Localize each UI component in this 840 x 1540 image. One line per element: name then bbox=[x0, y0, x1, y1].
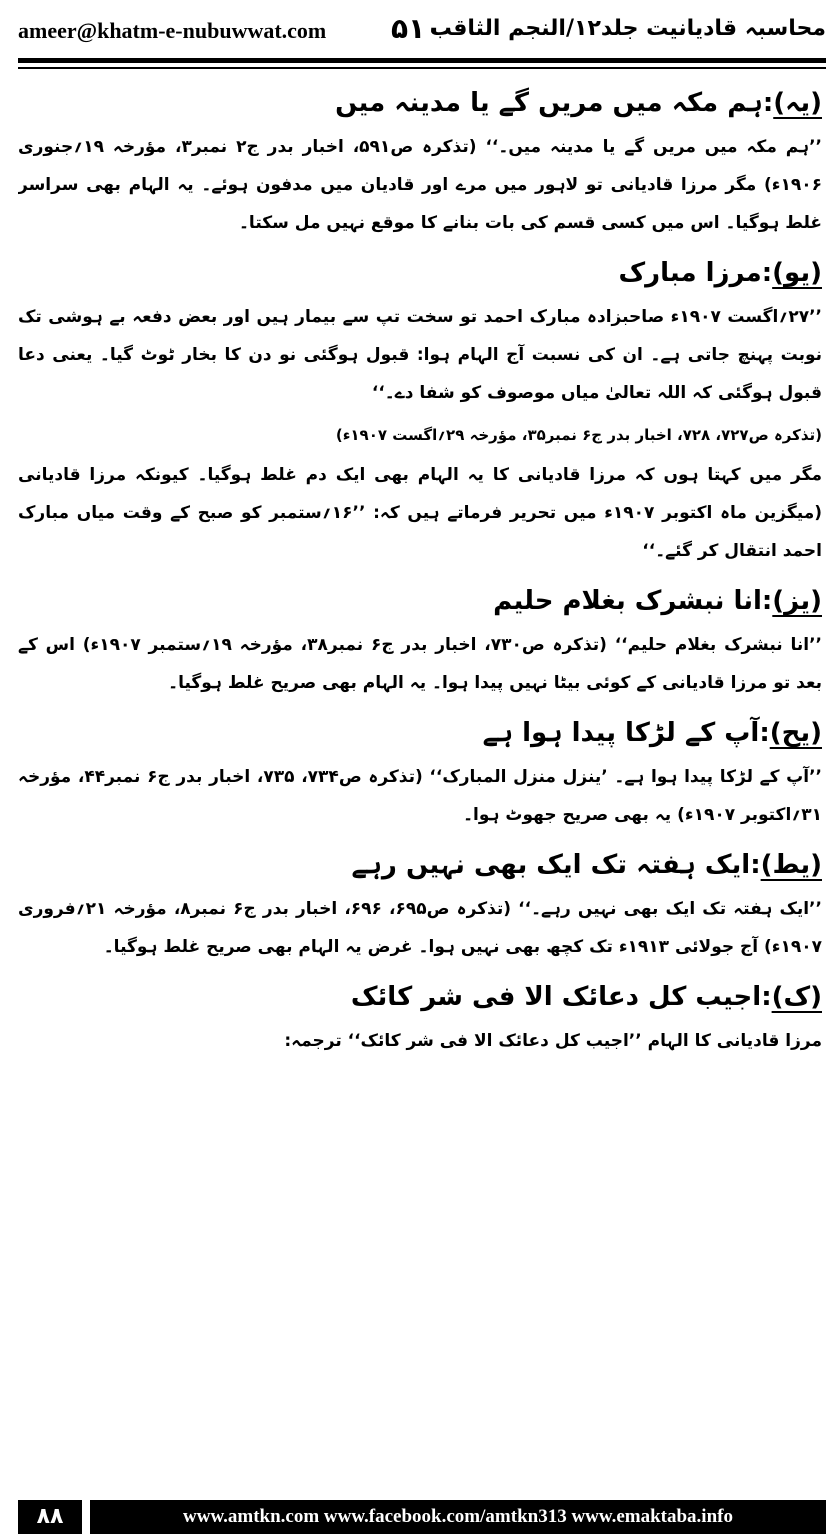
section-yeh bbox=[18, 78, 822, 242]
section-label: (ک) bbox=[771, 982, 822, 1012]
paragraph: ’’انا نبشرک بغلام حلیم‘‘ (تذکرہ ص۷۳۰، اخبار بدر ج۶ نمبر۳۸، مؤرخہ ۱۹؍ستمبر ۱۹۰۷ء) اس کے بعد تو مرزا قادیانی کے کوئی بیٹا نہیں پیدا ہوا۔ یہ الہام بھی صریح غلط ہوگیا۔ bbox=[18, 635, 822, 693]
section-label: (یز) bbox=[772, 586, 822, 616]
paragraph: ’’۲۷؍اگست ۱۹۰۷ء صاحبزادہ مبارک احمد تو سخت تپ سے بیمار ہیں اور بعض دفعہ بے ہوشی تک نوبت پہنچ جاتی ہے۔ ان کی نسبت آج الہام ہوا: قبول ہوگئی نو دن کا بخار ٹوٹ گیا۔ یعنی دعا قبول ہوگئی کہ اللہ تعالیٰ میاں موصوف کو شفا دے۔‘‘ bbox=[18, 307, 822, 403]
header-book-title: محاسبہ قادیانیت جلد۱۲/النجم الثاقب bbox=[429, 16, 826, 41]
paragraph: ’’ہم مکہ میں مریں گے یا مدینہ میں۔‘‘ (تذکرہ ص۵۹۱، اخبار بدر ج۲ نمبر۳، مؤرخہ ۱۹؍جنوری ۱۹۰۶ء) مگر مرزا قادیانی تو لاہور میں مرے اور قادیان میں مدفون ہوئے۔ یہ الہام بھی سراسر غلط ہوگیا۔ اس میں کسی قسم کی بات بنانے کا موقع نہیں مل سکتا۔ bbox=[18, 137, 822, 233]
header-rule-thin bbox=[18, 67, 826, 69]
reference-citation: (تذکرہ ص۷۲۷، ۷۲۸، اخبار بدر ج۶ نمبر۳۵، مؤرخہ ۲۹؍اگست ۱۹۰۷ء) bbox=[335, 426, 822, 444]
paragraph: ’’آپ کے لڑکا پیدا ہوا ہے۔ ’ینزل منزل المبارک‘‘ (تذکرہ ص۷۳۴، ۷۳۵، اخبار بدر ج۶ نمبر۴۴، مؤرخہ ۳۱؍اکتوبر ۱۹۰۷ء) یہ بھی صریح جھوٹ ہوا۔ bbox=[18, 767, 822, 825]
section-label: (یط) bbox=[760, 850, 822, 880]
header-rule-thick bbox=[18, 58, 826, 63]
footer-page-number: ۸۸ bbox=[18, 1500, 82, 1534]
section-label: (یح) bbox=[769, 718, 822, 748]
page-body bbox=[18, 78, 822, 1478]
section-label: (یو) bbox=[772, 258, 822, 288]
section-heading bbox=[18, 576, 822, 626]
section-title: :ہم مکہ میں مریں گے یا مدینہ میں bbox=[335, 88, 774, 118]
page-header bbox=[18, 8, 826, 48]
header-email[interactable]: ameer@khatm-e-nubuwwat.com bbox=[18, 18, 327, 43]
section-heading bbox=[18, 78, 822, 128]
section-heading bbox=[18, 248, 822, 298]
paragraph: ’’ایک ہفتہ تک ایک بھی نہیں رہے۔‘‘ (تذکرہ ص۶۹۵، ۶۹۶، اخبار بدر ج۶ نمبر۸، مؤرخہ ۲۱؍فروری ۱۹۰۷ء) آج جولائی ۱۹۱۳ء تک کچھ بھی نہیں ہوا۔ غرض یہ الہام بھی صریح غلط ہوگیا۔ bbox=[18, 899, 822, 957]
section-title: :انا نبشرک بغلام حلیم bbox=[493, 586, 773, 616]
section-heading bbox=[18, 840, 822, 890]
section-title: :اجیب کل دعائک الا فی شر کائک bbox=[350, 982, 772, 1012]
section-title: :آپ کے لڑکا پیدا ہوا ہے bbox=[482, 718, 770, 748]
section-title: :مرزا مبارک bbox=[618, 258, 773, 288]
section-yaz bbox=[18, 576, 822, 702]
section-heading bbox=[18, 972, 822, 1022]
section-yu bbox=[18, 248, 822, 570]
header-page-number: ۵۱۰ bbox=[391, 12, 443, 45]
paragraph: مگر میں کہتا ہوں کہ مرزا قادیانی کا یہ الہام بھی ایک دم غلط ہوگیا۔ کیونکہ مرزا قادیانی (میگزین ماہ اکتوبر ۱۹۰۷ء میں تحریر فرماتے ہیں کہ: ’’۱۶؍ستمبر کو صبح کے وقت میاں مبارک احمد انتقال کر گئے۔‘‘ bbox=[18, 465, 822, 561]
section-yah bbox=[18, 708, 822, 834]
footer-links[interactable]: www.amtkn.com www.facebook.com/amtkn313 www.emaktaba.info bbox=[90, 1500, 826, 1534]
section-title: :ایک ہفتہ تک ایک بھی نہیں رہے bbox=[351, 850, 761, 880]
section-yat bbox=[18, 840, 822, 966]
section-kaf bbox=[18, 972, 822, 1060]
page-footer bbox=[18, 1500, 826, 1534]
section-label: (یہ) bbox=[773, 88, 822, 118]
paragraph: مرزا قادیانی کا الہام ’’اجیب کل دعائک الا فی شر کائک‘‘ ترجمہ: bbox=[284, 1031, 822, 1051]
section-heading bbox=[18, 708, 822, 758]
